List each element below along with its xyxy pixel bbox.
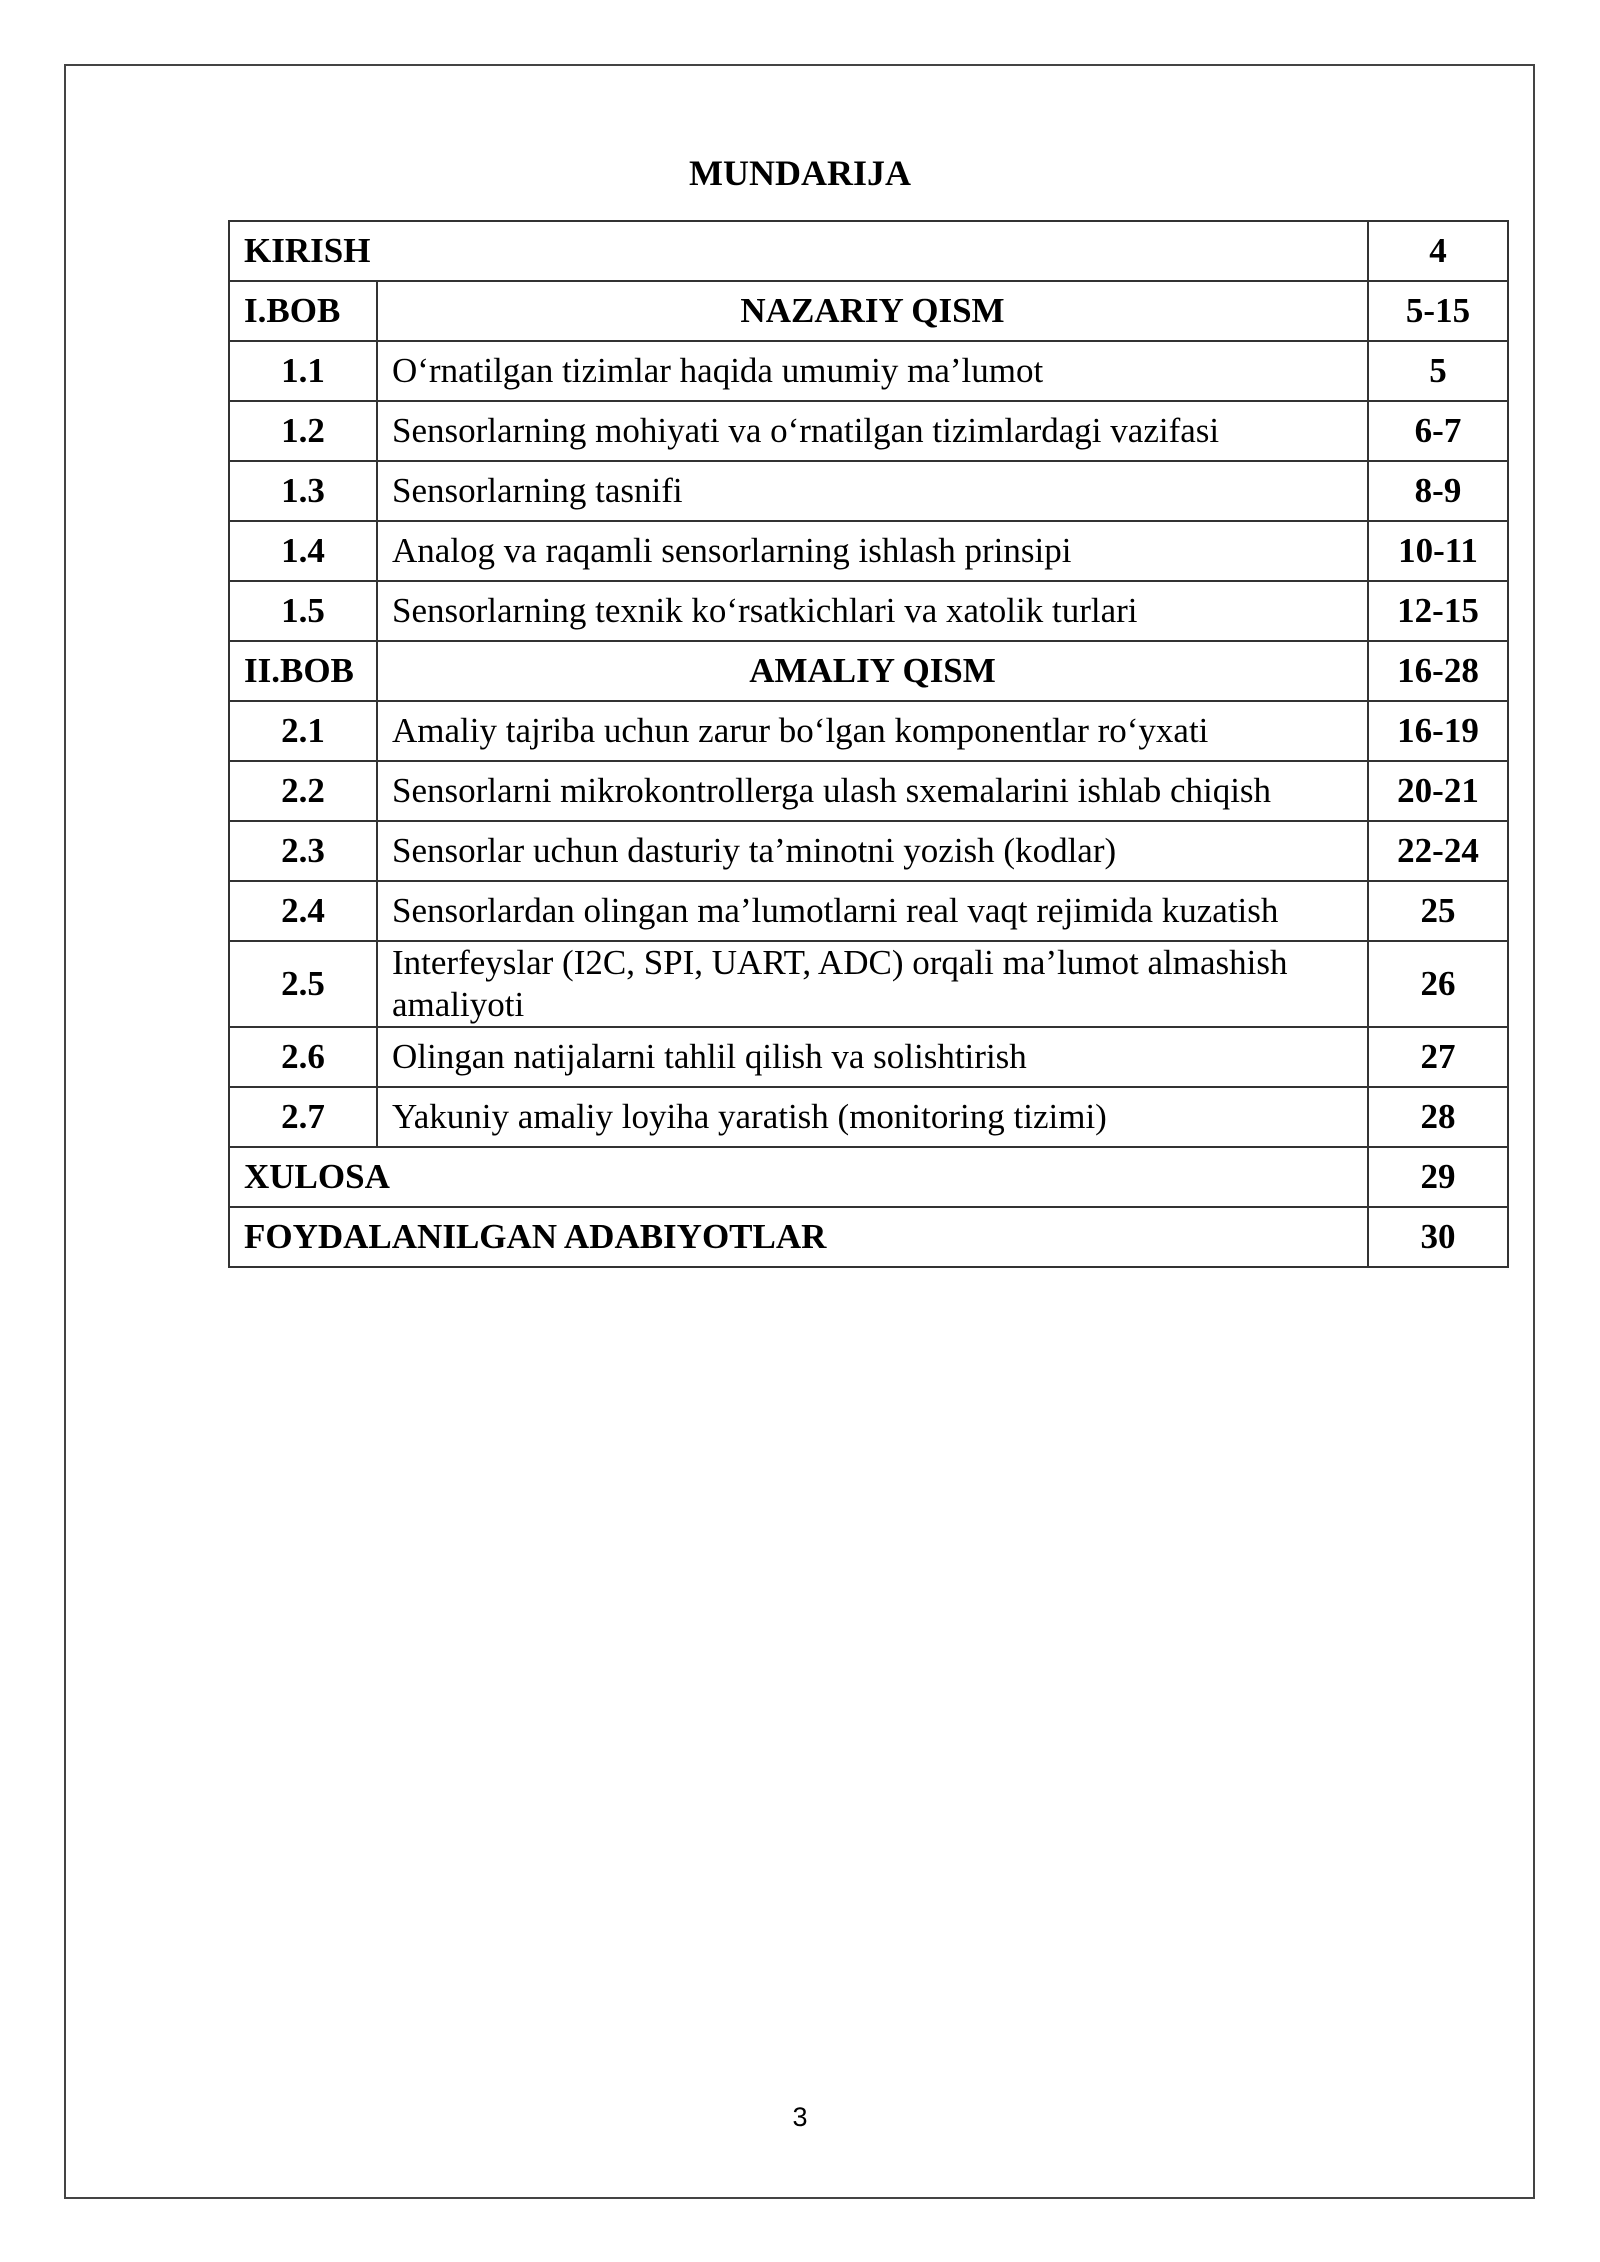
toc-chapter2-label: II.BOB: [229, 641, 377, 701]
toc-row: [229, 581, 1508, 641]
toc-row-chapter2: [229, 641, 1508, 701]
toc-item-number: 1.2: [229, 401, 377, 461]
toc-row-intro: [229, 221, 1508, 281]
toc-item-title: Sensorlarni mikrokontrollerga ulash sxemalarini ishlab chiqish: [377, 761, 1368, 821]
toc-item-title: Sensorlarning texnik ko‘rsatkichlari va xatolik turlari: [377, 581, 1368, 641]
toc-item-number: 1.3: [229, 461, 377, 521]
toc-item-title: Sensorlarning mohiyati va o‘rnatilgan tizimlardagi vazifasi: [377, 401, 1368, 461]
toc-item-number: 2.6: [229, 1027, 377, 1087]
document-title: MUNDARIJA: [689, 153, 911, 193]
toc-item-number: 1.5: [229, 581, 377, 641]
table-of-contents: [228, 220, 1509, 1268]
toc-row: [229, 461, 1508, 521]
toc-row: [229, 1027, 1508, 1087]
toc-conclusion-label: XULOSA: [229, 1147, 1368, 1207]
toc-item-title: Olingan natijalarni tahlil qilish va solishtirish: [377, 1027, 1368, 1087]
toc-chapter1-pages: 5-15: [1368, 281, 1508, 341]
toc-row: [229, 761, 1508, 821]
toc-item-title: Amaliy tajriba uchun zarur bo‘lgan komponentlar ro‘yxati: [377, 701, 1368, 761]
toc-row: [229, 401, 1508, 461]
toc-item-page: 8-9: [1368, 461, 1508, 521]
toc-chapter2-pages: 16-28: [1368, 641, 1508, 701]
toc-chapter1-label: I.BOB: [229, 281, 377, 341]
toc-item-title: Yakuniy amaliy loyiha yaratish (monitoring tizimi): [377, 1087, 1368, 1147]
toc-item-page: 16-19: [1368, 701, 1508, 761]
toc-references-page: 30: [1368, 1207, 1508, 1267]
toc-item-number: 2.1: [229, 701, 377, 761]
toc-row: [229, 821, 1508, 881]
toc-item-number: 2.5: [229, 941, 377, 1027]
toc-row-conclusion: [229, 1147, 1508, 1207]
toc-row-chapter1: [229, 281, 1508, 341]
toc-item-title: Interfeyslar (I2C, SPI, UART, ADC) orqali ma’lumot almashish amaliyoti: [377, 941, 1368, 1027]
toc-item-page: 5: [1368, 341, 1508, 401]
toc-item-number: 1.1: [229, 341, 377, 401]
toc-item-number: 2.4: [229, 881, 377, 941]
page-number: 3: [792, 2102, 808, 2132]
toc-chapter2-title: AMALIY QISM: [377, 641, 1368, 701]
toc-item-page: 26: [1368, 941, 1508, 1027]
toc-row: [229, 1087, 1508, 1147]
toc-item-page: 20-21: [1368, 761, 1508, 821]
toc-row-references: [229, 1207, 1508, 1267]
toc-item-page: 6-7: [1368, 401, 1508, 461]
toc-item-page: 22-24: [1368, 821, 1508, 881]
toc-item-title: Sensorlarning tasnifi: [377, 461, 1368, 521]
toc-item-title: Analog va raqamli sensorlarning ishlash prinsipi: [377, 521, 1368, 581]
toc-item-page: 27: [1368, 1027, 1508, 1087]
toc-item-page: 28: [1368, 1087, 1508, 1147]
toc-item-title: O‘rnatilgan tizimlar haqida umumiy ma’lumot: [377, 341, 1368, 401]
toc-chapter1-title: NAZARIY QISM: [377, 281, 1368, 341]
toc-item-title: Sensorlar uchun dasturiy ta’minotni yozish (kodlar): [377, 821, 1368, 881]
toc-intro-label: KIRISH: [229, 221, 1368, 281]
toc-item-page: 25: [1368, 881, 1508, 941]
toc-intro-page: 4: [1368, 221, 1508, 281]
toc-conclusion-page: 29: [1368, 1147, 1508, 1207]
toc-item-number: 2.7: [229, 1087, 377, 1147]
toc-item-page: 10-11: [1368, 521, 1508, 581]
toc-row: [229, 341, 1508, 401]
toc-row: [229, 701, 1508, 761]
toc-row: [229, 521, 1508, 581]
toc-item-page: 12-15: [1368, 581, 1508, 641]
toc-row: [229, 941, 1508, 1027]
toc-item-number: 1.4: [229, 521, 377, 581]
toc-row: [229, 881, 1508, 941]
toc-item-number: 2.3: [229, 821, 377, 881]
toc-item-number: 2.2: [229, 761, 377, 821]
toc-references-label: FOYDALANILGAN ADABIYOTLAR: [229, 1207, 1368, 1267]
toc-item-title: Sensorlardan olingan ma’lumotlarni real vaqt rejimida kuzatish: [377, 881, 1368, 941]
